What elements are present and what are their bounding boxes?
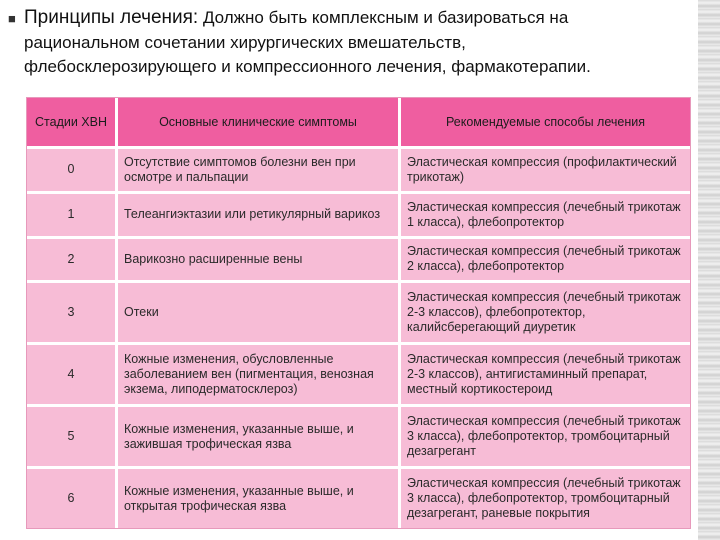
table-row [27,283,690,345]
header-treatment: Рекомендуемые способы лечения [401,98,690,149]
stage-cell: 1 [27,194,118,239]
intro-line-3: флебосклерозирующего и компрессионного лечения, фармакотерапии. [24,57,591,76]
treatment-table [27,98,690,528]
treatment-cell: Эластическая компрессия (лечебный трикотаж 3 класса), флебопротектор, тромбоцитарный дезагрегант [401,407,690,469]
treatment-cell: Эластическая компрессия (лечебный трикотаж 2-3 классов), флебопротектор, калийсберегающий диуретик [401,283,690,345]
intro-text [8,6,688,79]
intro-line-1-rest: Должно быть комплексным и базироваться на [202,8,569,27]
symptoms-cell: Кожные изменения, указанные выше, и открытая трофическая язва [118,469,401,528]
table-row [27,345,690,407]
table-row [27,239,690,284]
page-edge-decoration [698,0,720,540]
table-row [27,194,690,239]
stage-cell: 5 [27,407,118,469]
table-row [27,149,690,194]
header-stage: Стадии ХВН [27,98,118,149]
header-symptoms: Основные клинические симптомы [118,98,401,149]
treatment-cell: Эластическая компрессия (лечебный трикотаж 3 класса), флебопротектор, тромбоцитарный дезагрегант, раневые покрытия [401,469,690,528]
symptoms-cell: Варикозно расширенные вены [118,239,401,284]
intro-line-2: рациональном сочетании хирургических вмешательств, [24,33,466,52]
table-header-row [27,98,690,149]
intro-line-1 [8,6,688,31]
treatment-cell: Эластическая компрессия (лечебный трикотаж 1 класса), флебопротектор [401,194,690,239]
table-row [27,407,690,469]
square-bullet-icon: ■ [8,11,16,26]
symptoms-cell: Телеангиэктазии или ретикулярный варикоз [118,194,401,239]
table-row [27,469,690,528]
symptoms-cell: Кожные изменения, указанные выше, и зажившая трофическая язва [118,407,401,469]
stage-cell: 2 [27,239,118,284]
stage-cell: 0 [27,149,118,194]
treatment-cell: Эластическая компрессия (лечебный трикотаж 2 класса), флебопротектор [401,239,690,284]
treatment-cell: Эластическая компрессия (профилактический трикотаж) [401,149,690,194]
stage-cell: 3 [27,283,118,345]
stage-cell: 6 [27,469,118,528]
symptoms-cell: Отсутствие симптомов болезни вен при осмотре и пальпации [118,149,401,194]
treatment-table-container [27,98,690,528]
stage-cell: 4 [27,345,118,407]
symptoms-cell: Кожные изменения, обусловленные заболеванием вен (пигментация, венозная экзема, липодерматосклероз) [118,345,401,407]
symptoms-cell: Отеки [118,283,401,345]
treatment-cell: Эластическая компрессия (лечебный трикотаж 2-3 классов), антигистаминный препарат, местный кортикостероид [401,345,690,407]
intro-heading: Принципы лечения: [24,7,199,28]
